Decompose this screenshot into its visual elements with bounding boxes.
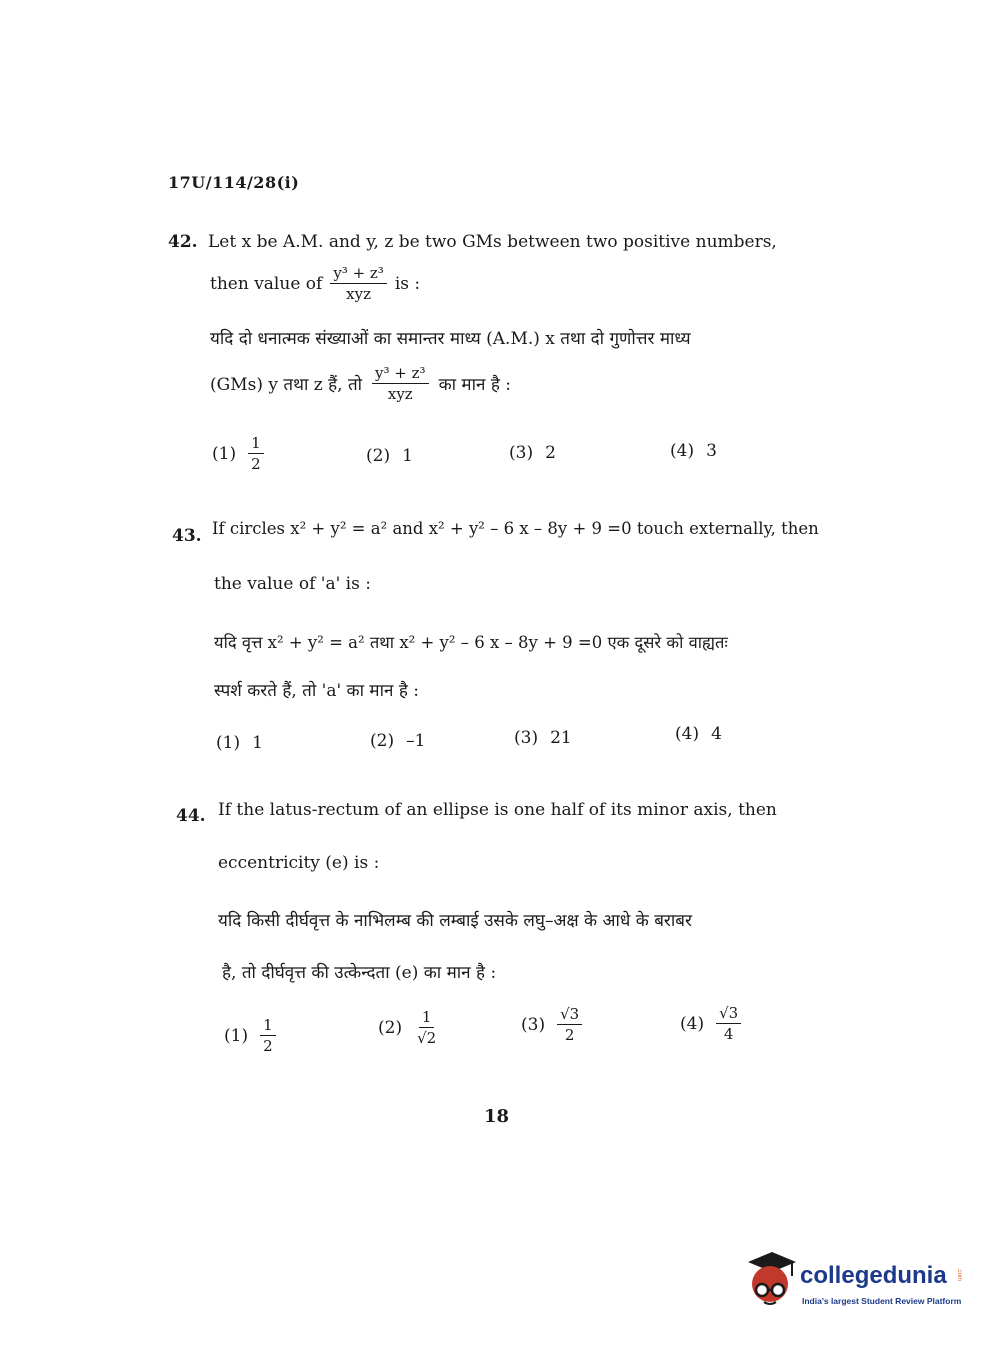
option-label: (2) [378, 1017, 403, 1038]
fraction-numerator: √3 [716, 1004, 741, 1024]
question-text-hi [210, 364, 511, 403]
question-text-en: If the latus-rectum of an ellipse is one half of its minor axis, then [218, 800, 777, 820]
question-text-en: the value of 'a' is : [214, 574, 371, 594]
option-label: (1) [216, 733, 241, 753]
fraction [260, 1016, 276, 1055]
option-label: (1) [212, 443, 237, 464]
collegedunia-mascot-icon [742, 1250, 798, 1312]
option-label: (3) [514, 728, 539, 748]
option-label: (4) [675, 724, 700, 744]
text-fragment: then value of [210, 273, 323, 294]
fraction-denominator: xyz [387, 385, 413, 403]
option-label: (4) [680, 1013, 705, 1034]
fraction [414, 1008, 439, 1047]
page-number: 18 [484, 1106, 510, 1127]
option [370, 731, 425, 751]
fraction-denominator: 2 [564, 1026, 575, 1044]
option-value: 4 [711, 724, 722, 744]
fraction-numerator: √3 [557, 1005, 582, 1025]
text-fragment: (GMs) y तथा z हैं, तो [210, 375, 363, 395]
question-number: 44. [176, 806, 206, 826]
fraction [372, 364, 429, 403]
option-value: 2 [545, 443, 556, 463]
question-text-en [210, 264, 420, 303]
fraction [330, 264, 387, 303]
fraction-numerator: 1 [419, 1008, 435, 1028]
option-label: (2) [370, 731, 395, 751]
question-text-en: If circles x² + y² = a² and x² + y² – 6 x – 8y + 9 =0 touch externally, then [212, 519, 819, 538]
option [378, 1008, 439, 1047]
fraction-denominator: xyz [346, 285, 371, 303]
fraction-numerator: 1 [248, 434, 264, 454]
option [509, 443, 556, 463]
option-value: 21 [550, 728, 572, 748]
option-value: 1 [252, 733, 263, 753]
question-text-en: Let x be A.M. and y, z be two GMs between two positive numbers, [208, 232, 777, 252]
question-text-hi: यदि किसी दीर्घवृत्त के नाभिलम्ब की लम्बाई उसके लघु–अक्ष के आधे के बराबर [218, 911, 692, 931]
option-label: (4) [670, 441, 695, 461]
watermark-brand: collegedunia [800, 1262, 947, 1289]
option [216, 733, 263, 753]
option [521, 1005, 582, 1044]
paper-code: 17U/114/28(i) [168, 173, 300, 192]
option [514, 728, 572, 748]
watermark-domain: .com [956, 1268, 962, 1282]
option [224, 1016, 276, 1055]
question-text-hi: यदि वृत्त x² + y² = a² तथा x² + y² – 6 x – 8y + 9 =0 एक दूसरे को वाह्यतः [214, 633, 728, 652]
option [212, 434, 264, 473]
fraction-denominator: 2 [251, 455, 261, 473]
fraction [557, 1005, 582, 1044]
option-label: (3) [521, 1014, 546, 1035]
question-text-hi: स्पर्श करते हैं, तो 'a' का मान है : [214, 681, 419, 701]
question-text-hi: है, तो दीर्घवृत्त की उत्केन्दता (e) का मान है : [222, 963, 497, 983]
option [670, 441, 717, 461]
option-value: 1 [402, 446, 413, 466]
option [680, 1004, 741, 1043]
option [366, 446, 413, 466]
text-fragment: is : [394, 273, 421, 294]
option-label: (1) [224, 1025, 249, 1046]
fraction-numerator: y³ + z³ [330, 264, 387, 284]
watermark-tagline: India's largest Student Review Platform [802, 1296, 962, 1306]
fraction-denominator: 2 [263, 1037, 273, 1055]
question-text-hi: यदि दो धनात्मक संख्याओं का समान्तर माध्य (A.M.) x तथा दो गुणोत्तर माध्य [210, 329, 691, 349]
option-label: (3) [509, 443, 534, 463]
option-value: –1 [406, 731, 426, 751]
question-number: 43. [172, 526, 202, 546]
question-text-en: eccentricity (e) is : [218, 853, 380, 873]
fraction [716, 1004, 741, 1043]
option-label: (2) [366, 446, 391, 466]
question-number: 42. [168, 232, 198, 252]
fraction-numerator: 1 [260, 1016, 276, 1036]
option [675, 724, 722, 744]
fraction-denominator: 4 [723, 1025, 734, 1043]
option-value: 3 [706, 441, 717, 461]
fraction [248, 434, 264, 473]
fraction-numerator: y³ + z³ [372, 364, 429, 384]
text-fragment: का मान है : [438, 375, 511, 395]
fraction-denominator: √2 [417, 1029, 437, 1047]
